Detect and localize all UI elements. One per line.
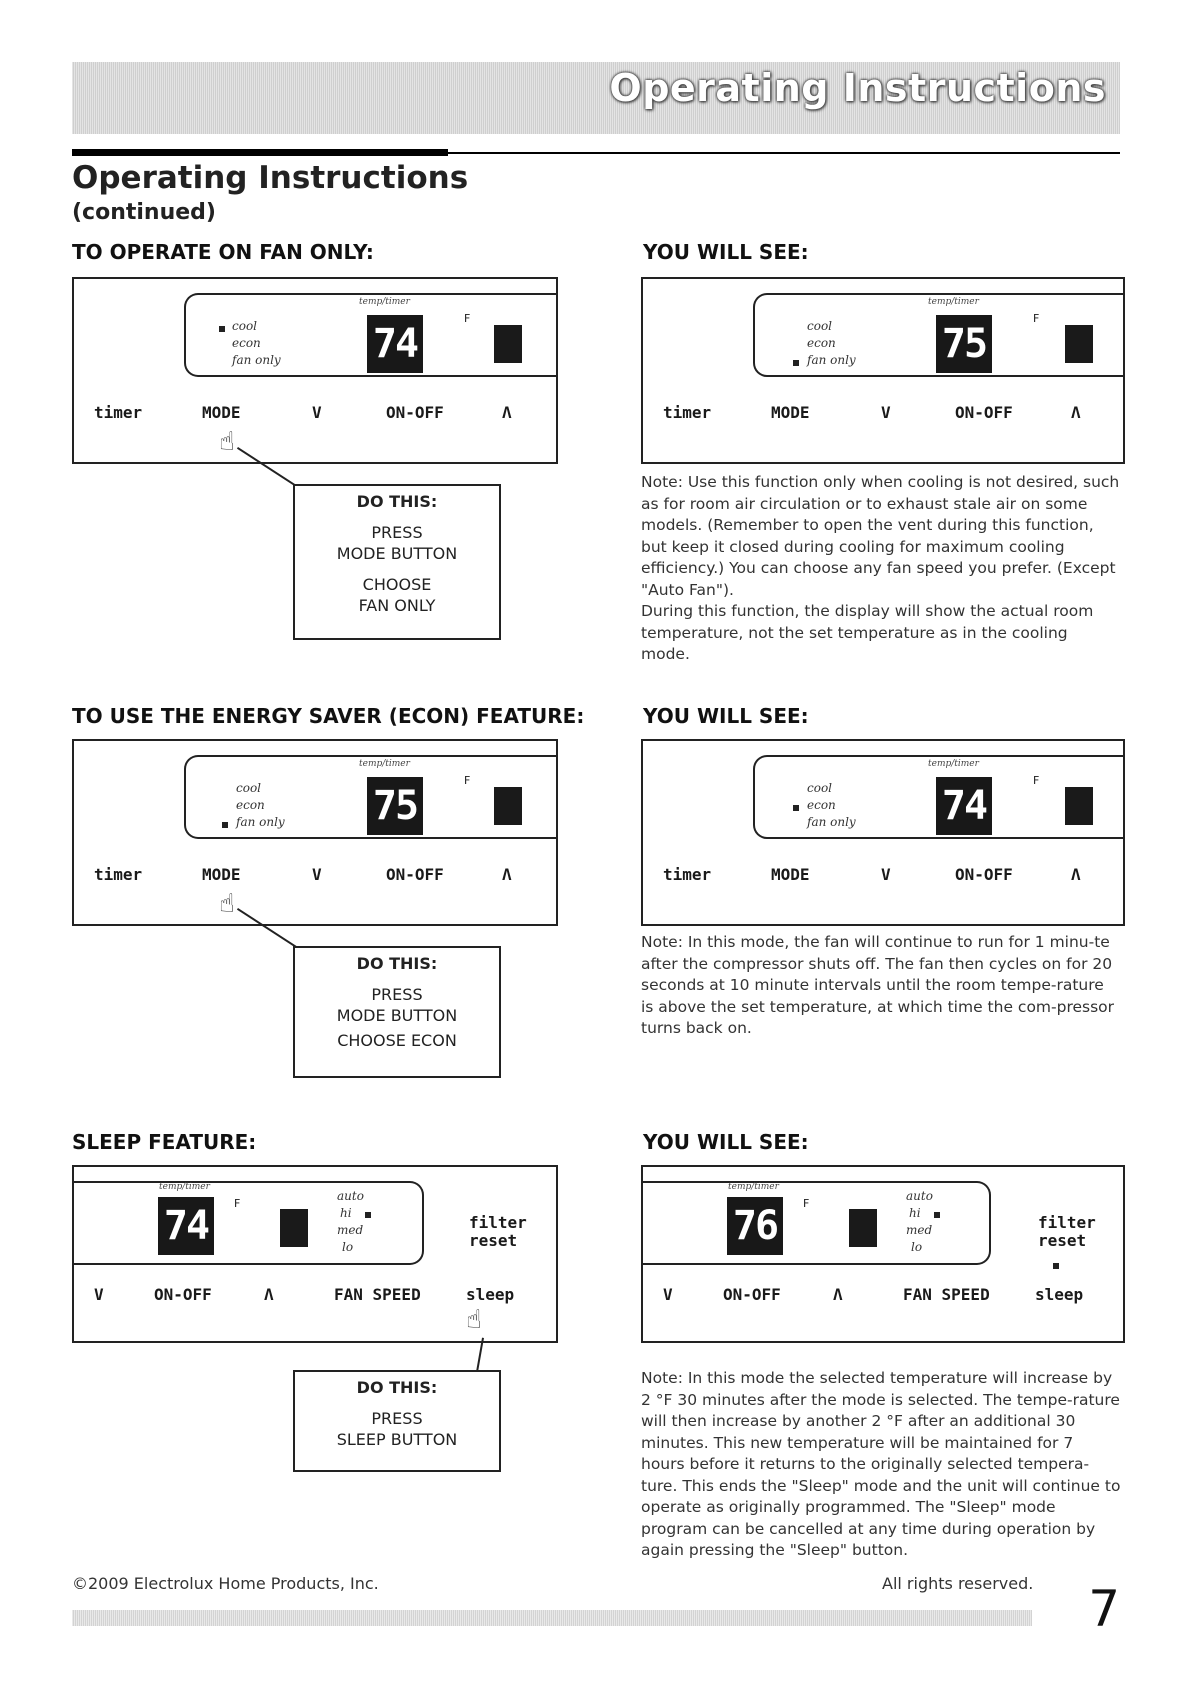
- do-this-box-sleep: [293, 1370, 501, 1472]
- do-line: MODE BUTTON: [336, 544, 458, 563]
- header-banner: [72, 62, 1120, 134]
- display-window: [643, 1181, 991, 1265]
- indicator-dot: [793, 360, 799, 366]
- fahrenheit-label: F: [464, 312, 471, 325]
- indicator-block: [494, 787, 522, 825]
- display-panel-sleep-result: [641, 1165, 1125, 1343]
- mode-button[interactable]: MODE: [202, 403, 241, 422]
- temp-timer-label: temp/timer: [928, 759, 979, 769]
- on-off-button[interactable]: ON-OFF: [955, 865, 1013, 884]
- do-line: PRESS: [371, 985, 423, 1004]
- on-off-button[interactable]: ON-OFF: [386, 865, 444, 884]
- up-button[interactable]: Λ: [1071, 403, 1081, 422]
- do-line: MODE BUTTON: [336, 1006, 458, 1025]
- indicator-block: [1065, 787, 1093, 825]
- pointing-hand-icon: ☝: [466, 1305, 482, 1335]
- sleep-note: Note: In this mode the selected temperature will increase by 2 °F 30 minutes after the mode is selected. The tempe-rature will then increase by another 2 °F after an additional 30 minutes. This new temperature will be maintained for 7 hours before it returns to the originally selected tempera-ture. This ends the "Sleep" mode and the unit will continue to operate as originally programmed. The "Sleep" mode program can be cancelled at any time during operation by again pressing the "Sleep" button.: [641, 1369, 1121, 1559]
- fahrenheit-label: F: [464, 774, 471, 787]
- reset-button[interactable]: reset: [469, 1231, 518, 1250]
- temperature-display: 75: [936, 315, 992, 373]
- on-off-button[interactable]: ON-OFF: [154, 1285, 212, 1304]
- filter-label: filter: [469, 1213, 527, 1232]
- do-this-box-econ: [293, 946, 501, 1078]
- auto-label: auto: [337, 1189, 364, 1203]
- econ-label: econ: [236, 798, 265, 812]
- do-line: PRESS: [371, 523, 423, 542]
- indicator-dot: [934, 1212, 940, 1218]
- timer-button[interactable]: timer: [663, 403, 712, 422]
- indicator-block: [494, 325, 522, 363]
- up-button[interactable]: Λ: [1071, 865, 1081, 884]
- indicator-dot: [219, 326, 225, 332]
- down-button[interactable]: V: [881, 403, 891, 422]
- fan-only-see-heading: YOU WILL SEE:: [643, 240, 809, 264]
- sleep-see-heading: YOU WILL SEE:: [643, 1130, 809, 1154]
- title-rule-thin: [448, 152, 1120, 154]
- timer-button[interactable]: timer: [94, 403, 143, 422]
- fan-only-note: Note: Use this function only when cooling is not desired, such as for room air circulation or to exhaust stale air on some models. (Remember to open the vent during this function, but keep it closed during cooling for maximum cooling efficiency.) You can choose any fan speed you prefer. (Except "Auto Fan"). During this function, the display will show the actual room temperature, not the set temperature as in the cooling mode.: [641, 473, 1120, 663]
- cool-label: cool: [236, 781, 262, 795]
- lo-label: lo: [342, 1240, 354, 1254]
- sleep-button[interactable]: sleep: [1035, 1285, 1084, 1304]
- rights-reserved: All rights reserved.: [882, 1574, 1034, 1593]
- do-line: CHOOSE ECON: [337, 1031, 457, 1050]
- fan-only-label: fan only: [236, 815, 285, 829]
- display-window: [74, 1181, 424, 1265]
- temperature-display: 75: [367, 777, 423, 835]
- do-line: SLEEP BUTTON: [336, 1430, 458, 1449]
- fan-speed-button[interactable]: FAN SPEED: [334, 1285, 421, 1304]
- temperature-display: 76: [727, 1197, 783, 1255]
- indicator-dot: [793, 805, 799, 811]
- control-panel-sleep: [72, 1165, 558, 1343]
- lo-label: lo: [911, 1240, 923, 1254]
- fan-only-label: fan only: [807, 815, 856, 829]
- fahrenheit-label: F: [803, 1197, 810, 1210]
- auto-label: auto: [906, 1189, 933, 1203]
- fahrenheit-label: F: [1033, 774, 1040, 787]
- on-off-button[interactable]: ON-OFF: [955, 403, 1013, 422]
- fan-only-label: fan only: [232, 353, 281, 367]
- mode-button[interactable]: MODE: [202, 865, 241, 884]
- indicator-dot: [365, 1212, 371, 1218]
- temperature-display: 74: [367, 315, 423, 373]
- control-panel-fan-only: [72, 277, 558, 464]
- pointing-hand-icon: ☝: [219, 427, 235, 457]
- down-button[interactable]: V: [312, 403, 322, 422]
- do-this-box-fan-only: [293, 484, 501, 640]
- temperature-display: 74: [158, 1197, 214, 1255]
- do-this-title: DO THIS:: [356, 492, 438, 511]
- cool-label: cool: [232, 319, 258, 333]
- page-subtitle: (continued): [72, 200, 216, 225]
- banner-title: Operating Instructions: [609, 66, 1106, 110]
- temp-timer-label: temp/timer: [728, 1182, 779, 1192]
- copyright: ©2009 Electrolux Home Products, Inc.: [72, 1574, 379, 1593]
- pointing-hand-icon: ☝: [219, 889, 235, 919]
- up-button[interactable]: Λ: [833, 1285, 843, 1304]
- econ-heading: TO USE THE ENERGY SAVER (ECON) FEATURE:: [72, 704, 585, 728]
- down-button[interactable]: V: [663, 1285, 673, 1304]
- temp-timer-label: temp/timer: [928, 297, 979, 307]
- display-panel-econ-result: [641, 739, 1125, 926]
- temperature-display: 74: [936, 777, 992, 835]
- on-off-button[interactable]: ON-OFF: [386, 403, 444, 422]
- indicator-block: [1065, 325, 1093, 363]
- footer-bar: [72, 1610, 1032, 1626]
- down-button[interactable]: V: [881, 865, 891, 884]
- do-line: FAN ONLY: [358, 596, 436, 615]
- down-button[interactable]: V: [312, 865, 322, 884]
- page-number: 7: [1088, 1580, 1120, 1638]
- do-this-title: DO THIS:: [356, 954, 438, 973]
- on-off-button[interactable]: ON-OFF: [723, 1285, 781, 1304]
- hi-label: hi: [340, 1206, 352, 1220]
- temp-timer-label: temp/timer: [359, 759, 410, 769]
- med-label: med: [337, 1223, 364, 1237]
- reset-button[interactable]: reset: [1038, 1231, 1087, 1250]
- indicator-block: [849, 1209, 877, 1247]
- sleep-indicator-dot: [1053, 1263, 1059, 1269]
- fahrenheit-label: F: [234, 1197, 241, 1210]
- fan-only-label: fan only: [807, 353, 856, 367]
- up-button[interactable]: Λ: [502, 865, 512, 884]
- title-rule-thick: [72, 149, 448, 156]
- sleep-button[interactable]: sleep: [466, 1285, 515, 1304]
- do-this-title: DO THIS:: [356, 1378, 438, 1397]
- control-panel-econ: [72, 739, 558, 926]
- temp-timer-label: temp/timer: [359, 297, 410, 307]
- fan-only-heading: TO OPERATE ON FAN ONLY:: [72, 240, 374, 264]
- fan-speed-button[interactable]: FAN SPEED: [903, 1285, 990, 1304]
- mode-button[interactable]: MODE: [771, 403, 810, 422]
- fahrenheit-label: F: [1033, 312, 1040, 325]
- page-title: Operating Instructions: [72, 160, 469, 196]
- cool-label: cool: [807, 781, 833, 795]
- hi-label: hi: [909, 1206, 921, 1220]
- sleep-heading: SLEEP FEATURE:: [72, 1130, 257, 1154]
- indicator-block: [280, 1209, 308, 1247]
- cool-label: cool: [807, 319, 833, 333]
- temp-timer-label: temp/timer: [159, 1182, 210, 1192]
- med-label: med: [906, 1223, 933, 1237]
- up-button[interactable]: Λ: [264, 1285, 274, 1304]
- down-button[interactable]: V: [94, 1285, 104, 1304]
- timer-button[interactable]: timer: [663, 865, 712, 884]
- econ-label: econ: [807, 798, 836, 812]
- timer-button[interactable]: timer: [94, 865, 143, 884]
- filter-label: filter: [1038, 1213, 1096, 1232]
- display-panel-fan-only-result: [641, 277, 1125, 464]
- econ-label: econ: [807, 336, 836, 350]
- mode-button[interactable]: MODE: [771, 865, 810, 884]
- do-line: CHOOSE: [362, 575, 432, 594]
- do-line: PRESS: [371, 1409, 423, 1428]
- up-button[interactable]: Λ: [502, 403, 512, 422]
- econ-see-heading: YOU WILL SEE:: [643, 704, 809, 728]
- econ-note: Note: In this mode, the fan will continue to run for 1 minu-te after the compressor shuts off. The fan then cycles on for 20 seconds at 10 minute intervals until the room tempe-rature is above the set temperature, at which time the com-pressor turns back on.: [641, 933, 1115, 1037]
- indicator-dot: [222, 822, 228, 828]
- econ-label: econ: [232, 336, 261, 350]
